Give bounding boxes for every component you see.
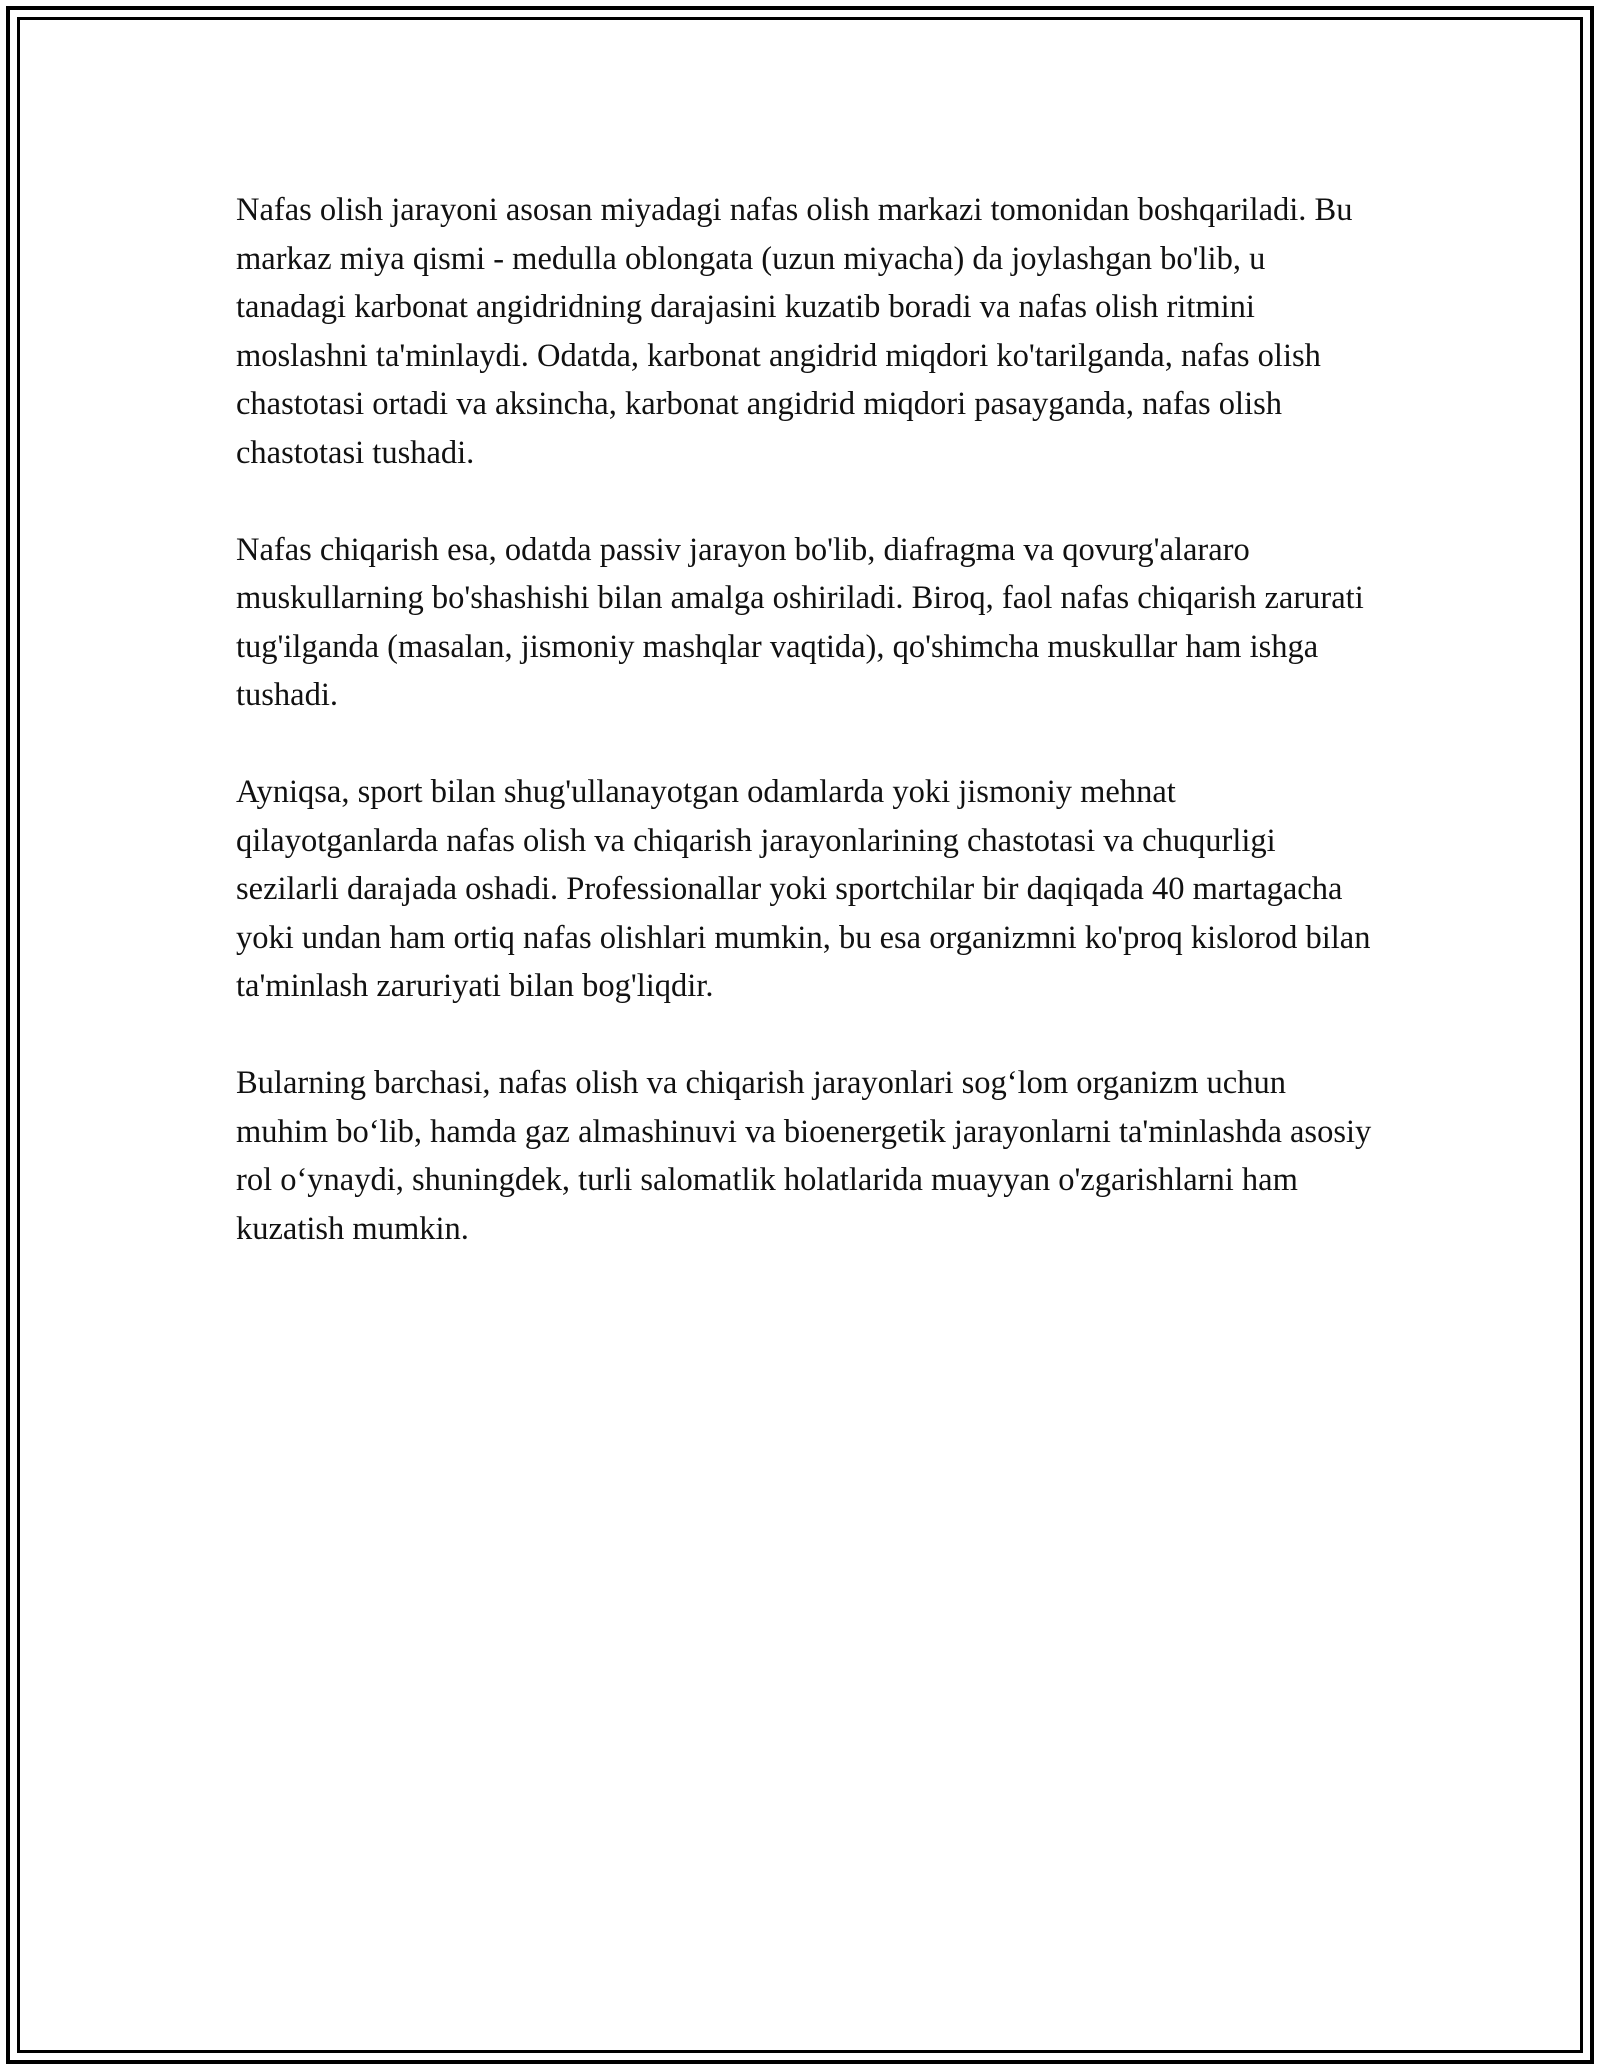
paragraph-athletes: Ayniqsa, sport bilan shug'ullanayotgan odamlarda yoki jismoniy mehnat qilayotganlarda nafas olish va chiqarish jarayonlarining chastotasi va chuqurligi sezilarli darajada oshadi. Professionallar yoki sportchilar bir daqiqada 40 martagacha yoki undan ham ortiq nafas olishlari mumkin, bu esa organizmni ko'proq kislorod bilan ta'minlash zaruriyati bilan bog'liqdir. [236, 774, 1371, 1004]
document-body [236, 186, 1376, 1302]
paragraph-respiratory-center: Nafas olish jarayoni asosan miyadagi nafas olish markazi tomonidan boshqariladi. Bu markaz miya qismi - medulla oblongata (uzun miyacha) da joylashgan bo'lib, u tanadagi karbonat angidridning darajasini kuzatib boradi va nafas olish ritmini moslashni ta'minlaydi. Odatda, karbonat angidrid miqdori ko'tarilganda, nafas olish chastotasi ortadi va aksincha, karbonat angidrid miqdori pasayganda, nafas olish chastotasi tushadi. [236, 192, 1353, 471]
paragraph-exhalation: Nafas chiqarish esa, odatda passiv jarayon bo'lib, diafragma va qovurg'alararo muskullarning bo'shashishi bilan amalga oshiriladi. Biroq, faol nafas chiqarish zarurati tug'ilganda (masalan, jismoniy mashqlar vaqtida), qo'shimcha muskullar ham ishga tushadi. [236, 531, 1364, 713]
paragraph-conclusion: Bularning barchasi, nafas olish va chiqarish jarayonlari sog‘lom organizm uchun muhim bo‘lib, hamda gaz almashinuvi va bioenergetik jarayonlarni ta'minlashda asosiy rol o‘ynaydi, shuningdek, turli salomatlik holatlarida muayyan o'zgarishlarni ham kuzatish mumkin. [236, 1065, 1372, 1247]
